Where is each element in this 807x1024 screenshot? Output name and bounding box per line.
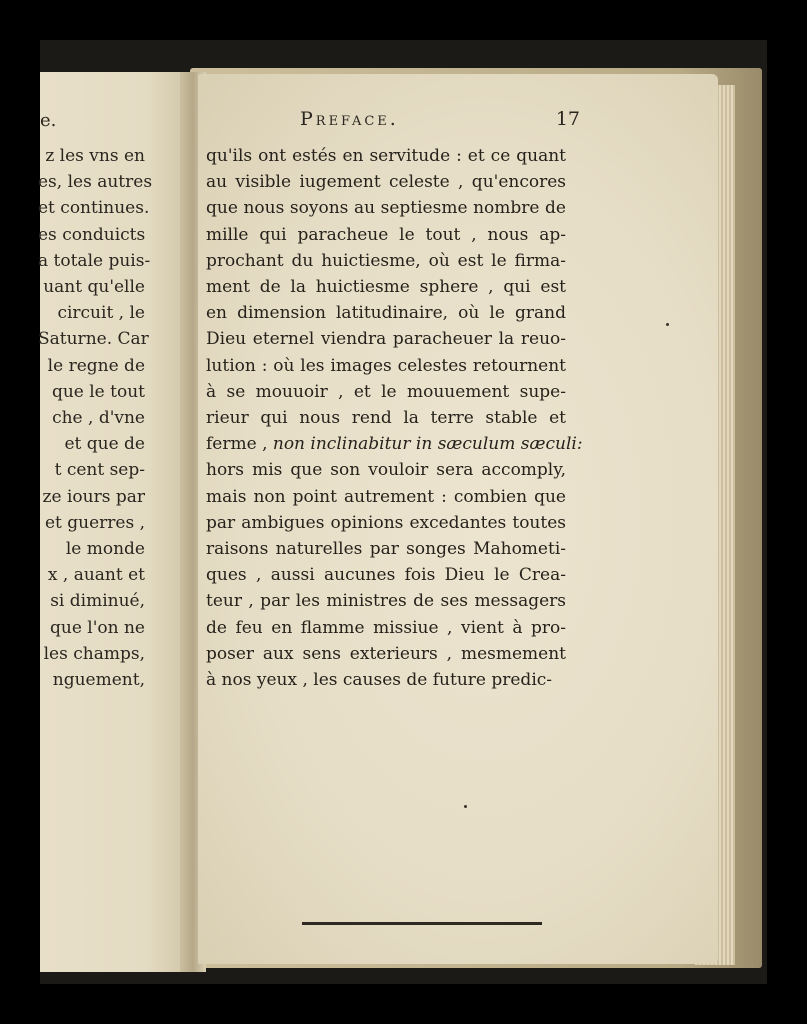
text-line: mais non point autrement : combien que — [206, 486, 566, 507]
text-line: lution : où les images celestes retournent — [206, 355, 566, 376]
page-header — [300, 108, 580, 130]
text-line: au visible iugement celeste , qu'encores — [206, 172, 566, 193]
text-line: à nos yeux , les causes de future predic- — [206, 670, 553, 691]
text-line: ment de la huictiesme sphere , qui est — [206, 277, 566, 298]
text-line: par ambigues opinions excedantes toutes — [206, 512, 566, 533]
left-running-head: e. — [40, 110, 57, 131]
ink-speck — [666, 323, 669, 326]
text-line: que le tout — [51, 381, 145, 402]
text-line: le regne de — [47, 355, 145, 376]
text-line: hors mis que son vouloir sera accomply, — [206, 460, 566, 481]
text-line: t cent sep- — [54, 460, 145, 481]
text-line: que l'on ne — [49, 617, 145, 638]
text-line: che , d'vne — [52, 408, 145, 429]
text-line: rieur qui nous rend la terre stable et — [206, 408, 566, 429]
right-page-text — [206, 143, 583, 693]
text-line: es, les autres — [38, 172, 153, 193]
text-line: a totale puis- — [38, 250, 151, 271]
text-line: z les vns en — [45, 146, 145, 166]
text-line: si diminué, — [50, 591, 145, 612]
text-line: et que de — [64, 434, 145, 455]
running-head: Preface. — [300, 108, 399, 130]
text-line: qu'ils ont estés en servitude : et ce quant — [206, 146, 566, 166]
text-line: et continues. — [38, 198, 150, 219]
text-line: le monde — [65, 539, 145, 560]
text-line: en dimension latitudinaire, où le grand — [206, 303, 566, 324]
text-line: mille qui paracheue le tout , nous ap- — [206, 224, 566, 245]
left-page-text — [38, 143, 153, 693]
text-line: nguement, — [52, 670, 145, 691]
bottom-rule — [302, 922, 542, 925]
text-line: es conduicts — [38, 224, 146, 245]
text-line: à se mouuoir , et le mouuement supe- — [206, 381, 566, 402]
text-line: ques , aussi aucunes fois Dieu le Crea- — [206, 565, 566, 586]
page-number: 17 — [555, 108, 580, 130]
text-line-italic-quote — [206, 431, 583, 457]
latin-quote: non inclinabitur in sæculum sæculi: — [272, 434, 583, 455]
text-line: et guerres , — [44, 512, 145, 533]
text-line: uant qu'elle — [43, 277, 145, 298]
text-line: circuit , le — [57, 303, 145, 324]
text-line: Dieu eternel viendra paracheuer la reuo- — [206, 329, 566, 350]
text-line: ze iours par — [42, 486, 145, 507]
ink-speck — [464, 805, 467, 808]
text-line: raisons naturelles par songes Mahometi- — [206, 539, 566, 560]
text-line: de feu en flamme missiue , vient à pro- — [206, 617, 566, 638]
text-line: poser aux sens exterieurs , mesmement — [206, 643, 566, 664]
text-line: prochant du huictiesme, où est le firma- — [206, 250, 566, 271]
text-line: teur , par les ministres de ses messagers — [206, 591, 566, 612]
text-line: Saturne. Car — [38, 329, 149, 350]
text-line: que nous soyons au septiesme nombre de — [206, 198, 566, 219]
text-line: les champs, — [43, 643, 145, 664]
text-line: x , auant et — [47, 565, 145, 586]
line-prefix: ferme , — [206, 434, 273, 455]
